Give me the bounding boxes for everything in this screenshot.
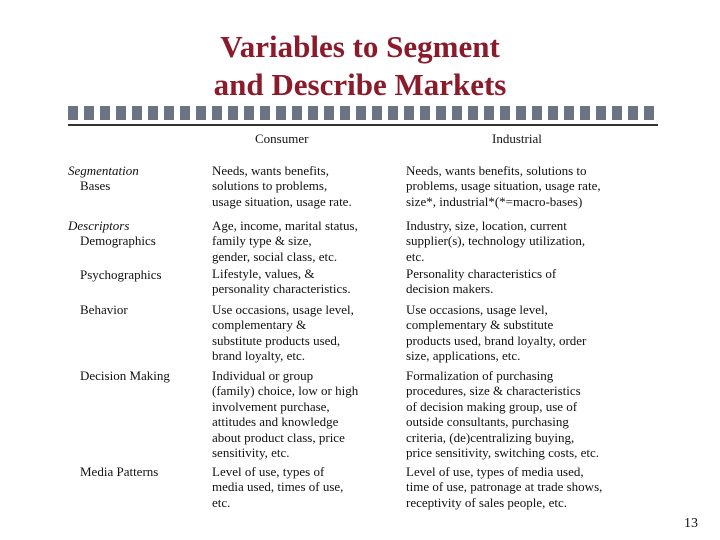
cell-behavior-consumer: Use occasions, usage level, complementary & substitute products used, brand loyalty, etc. <box>212 302 354 364</box>
row-label-decision-making: Decision Making <box>80 368 170 383</box>
row-label-psychographics: Psychographics <box>80 267 162 282</box>
title-line-1: Variables to Segment <box>220 29 500 64</box>
cell-psychographics-industrial: Personality characteristics of decision makers. <box>406 266 557 297</box>
decorative-dot-divider <box>68 106 658 120</box>
cell-demographics-industrial: Industry, size, location, current supplier(s), technology utilization, etc. <box>406 218 586 264</box>
cell-decision-making-industrial: Formalization of purchasing procedures, size & characteristics of decision making group, use of outside consultants, purchasing criteria, (de)centralizing buying, price sensitivity, switching costs, etc. <box>406 368 600 461</box>
cell-demographics-consumer: Age, income, marital status, family type & size, gender, social class, etc. <box>212 218 358 264</box>
cell-media-patterns-consumer: Level of use, types of media used, times of use, etc. <box>212 464 344 510</box>
column-header-industrial: Industrial <box>492 131 542 146</box>
row-label-bases: Bases <box>80 178 111 193</box>
column-header-consumer: Consumer <box>255 131 309 146</box>
row-label-demographics: Demographics <box>80 233 156 248</box>
page-number: 13 <box>684 516 698 531</box>
table-top-rule <box>68 124 658 126</box>
row-label-descriptors: Descriptors <box>68 218 130 233</box>
cell-bases-consumer: Needs, wants benefits, solutions to problems, usage situation, usage rate. <box>212 163 352 209</box>
row-label-behavior: Behavior <box>80 302 128 317</box>
title-line-2: and Describe Markets <box>213 67 507 102</box>
cell-media-patterns-industrial: Level of use, types of media used, time of use, patronage at trade shows, receptivity of sales people, etc. <box>406 464 603 510</box>
cell-bases-industrial: Needs, wants benefits, solutions to problems, usage situation, usage rate, size*, industrial*(*=macro-bases) <box>406 163 601 209</box>
row-label-media-patterns: Media Patterns <box>80 464 159 479</box>
cell-behavior-industrial: Use occasions, usage level, complementary & substitute products used, brand loyalty, order size, applications, etc. <box>406 302 587 364</box>
slide-title <box>0 28 720 104</box>
row-label-segmentation: Segmentation <box>68 163 139 178</box>
cell-psychographics-consumer: Lifestyle, values, & personality characteristics. <box>212 266 351 297</box>
cell-decision-making-consumer: Individual or group (family) choice, low or high involvement purchase, attitudes and knowledge about product class, price sensitivity, etc. <box>212 368 359 461</box>
